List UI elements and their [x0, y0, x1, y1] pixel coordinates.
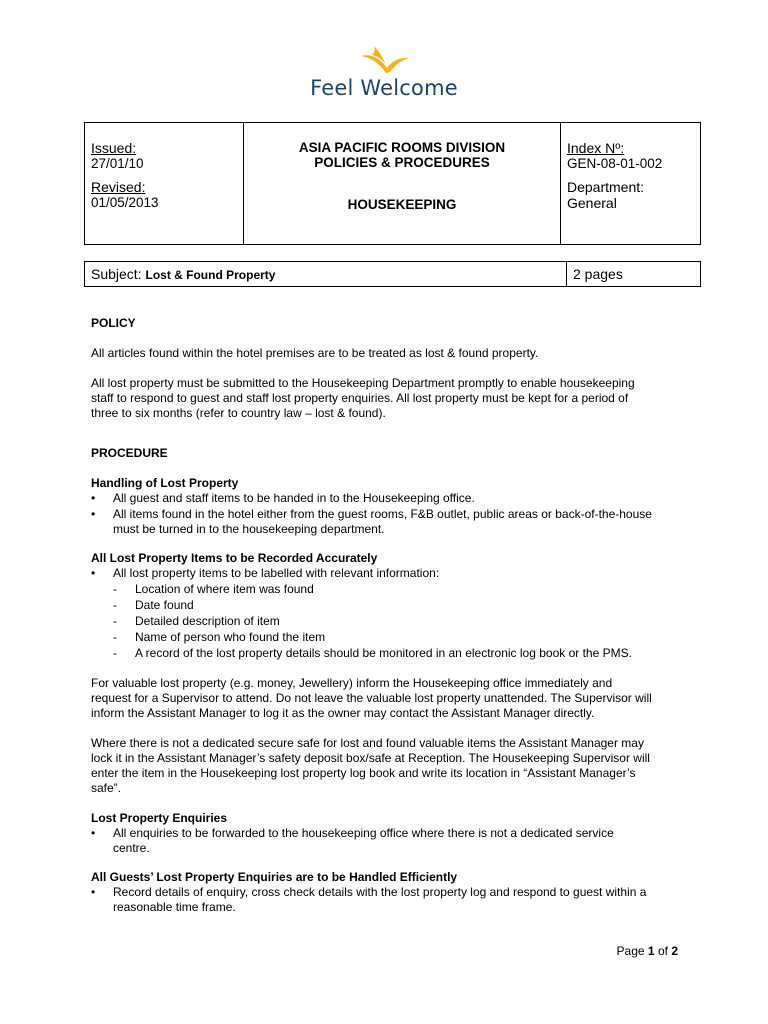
policies-title: POLICIES & PROCEDURES	[314, 155, 490, 170]
of-word: of	[657, 944, 668, 958]
pages-cell	[567, 262, 701, 287]
text-line: enter the item in the Housekeeping lost property log book and write its location in “Assistant Manager’s	[91, 766, 636, 780]
policy-heading: POLICY	[91, 316, 136, 330]
index-department-cell	[561, 123, 701, 245]
efficient-heading: All Guests’ Lost Property Enquiries are to be Handled Efficiently	[91, 870, 458, 884]
text-line: All enquiries to be forwarded to the housekeeping office where there is not a dedicated service	[113, 826, 614, 840]
policy-paragraph-2	[91, 376, 691, 421]
text-line: staff to respond to guest and staff lost property enquiries. All lost property must be kept for a period of	[91, 391, 629, 405]
department-label: Department:	[567, 179, 645, 195]
department-title: HOUSEKEEPING	[347, 197, 457, 212]
bullet-icon: •	[91, 566, 96, 580]
text-line: reasonable time frame.	[113, 900, 236, 914]
text-line: inform the Assistant Manager to log it as the owner may contact the Assistant Manager directly.	[91, 706, 595, 720]
text-line: All items found in the hotel either from the guest rooms, F&B outlet, public areas or back-of-the-house	[113, 507, 652, 521]
index-label: Index Nº:	[567, 140, 625, 156]
text-line: Detailed description of item	[135, 614, 280, 628]
total-pages: 2	[671, 944, 678, 958]
valuable-paragraph	[91, 676, 691, 721]
text-line: three to six months (refer to country law – lost & found).	[91, 406, 386, 420]
document-header-table	[84, 122, 701, 245]
document-body	[91, 316, 691, 915]
list-item	[91, 582, 691, 597]
dash-icon: -	[113, 646, 117, 660]
bullet-icon: •	[91, 885, 96, 899]
list-item	[91, 646, 691, 661]
department-value: General	[567, 195, 617, 211]
text-line: Record details of enquiry, cross check details with the lost property log and respond to guest within a	[113, 885, 647, 899]
page-number	[617, 944, 678, 958]
handling-heading: Handling of Lost Property	[91, 476, 239, 490]
subject-value: Lost & Found Property	[145, 268, 276, 282]
issued-value: 27/01/10	[91, 156, 144, 171]
bullet-icon: •	[91, 507, 96, 521]
list-item	[91, 566, 691, 581]
text-line: All lost property items to be labelled with relevant information:	[113, 566, 440, 580]
text-line: Location of where item was found	[135, 582, 314, 596]
text-line: All lost property must be submitted to the Housekeeping Department promptly to enable housekeeping	[91, 376, 635, 390]
bullet-icon: •	[91, 491, 96, 505]
revised-label: Revised:	[91, 179, 146, 195]
safe-paragraph	[91, 736, 691, 796]
text-line: lock it in the Assistant Manager’s safety deposit box/safe at Reception. The Housekeeping Supervisor will	[91, 751, 650, 765]
list-item	[91, 598, 691, 613]
list-item	[91, 826, 691, 856]
page-word: Page	[616, 944, 645, 958]
list-item	[91, 507, 691, 537]
list-item	[91, 491, 691, 506]
revised-value: 01/05/2013	[91, 195, 159, 210]
pages-count: 2 pages	[573, 266, 623, 282]
text-line: For valuable lost property (e.g. money, Jewellery) inform the Housekeeping office immediately and	[91, 676, 613, 690]
text-line: A record of the lost property details should be monitored in an electronic log book or the PMS.	[135, 646, 632, 660]
logo-text: Feel Welcome	[310, 76, 458, 100]
issue-revision-cell	[85, 123, 244, 245]
text-line: All guest and staff items to be handed in to the Housekeeping office.	[113, 491, 475, 505]
text-line: Where there is not a dedicated secure safe for lost and found valuable items the Assistant Manager may	[91, 736, 644, 750]
dash-icon: -	[113, 582, 117, 596]
list-item	[91, 885, 691, 915]
procedure-heading: PROCEDURE	[91, 446, 168, 460]
recorded-heading: All Lost Property Items to be Recorded Accurately	[91, 551, 378, 565]
dash-icon: -	[113, 614, 117, 628]
text-line: safe”.	[91, 781, 122, 795]
text-line: request for a Supervisor to attend. Do not leave the valuable lost property unattended. The Supervisor will	[91, 691, 652, 705]
text-line: must be turned in to the housekeeping department.	[113, 522, 385, 536]
text-line: Date found	[135, 598, 194, 612]
subject-cell	[85, 262, 567, 287]
title-cell	[244, 123, 561, 245]
subject-label: Subject:	[91, 266, 142, 282]
logo	[0, 44, 768, 100]
policy-paragraph-1: All articles found within the hotel premises are to be treated as lost & found property.	[91, 346, 539, 360]
dash-icon: -	[113, 598, 117, 612]
bird-logo-icon	[358, 44, 410, 74]
issued-label: Issued:	[91, 140, 137, 156]
list-item	[91, 614, 691, 629]
current-page: 1	[647, 944, 655, 958]
bullet-icon: •	[91, 826, 96, 840]
list-item	[91, 630, 691, 645]
text-line: Name of person who found the item	[135, 630, 326, 644]
index-value: GEN-08-01-002	[567, 156, 663, 171]
text-line: centre.	[113, 841, 150, 855]
subject-table	[84, 261, 701, 287]
dash-icon: -	[113, 630, 117, 644]
division-title: ASIA PACIFIC ROOMS DIVISION	[298, 140, 506, 155]
enquiries-heading: Lost Property Enquiries	[91, 811, 228, 825]
